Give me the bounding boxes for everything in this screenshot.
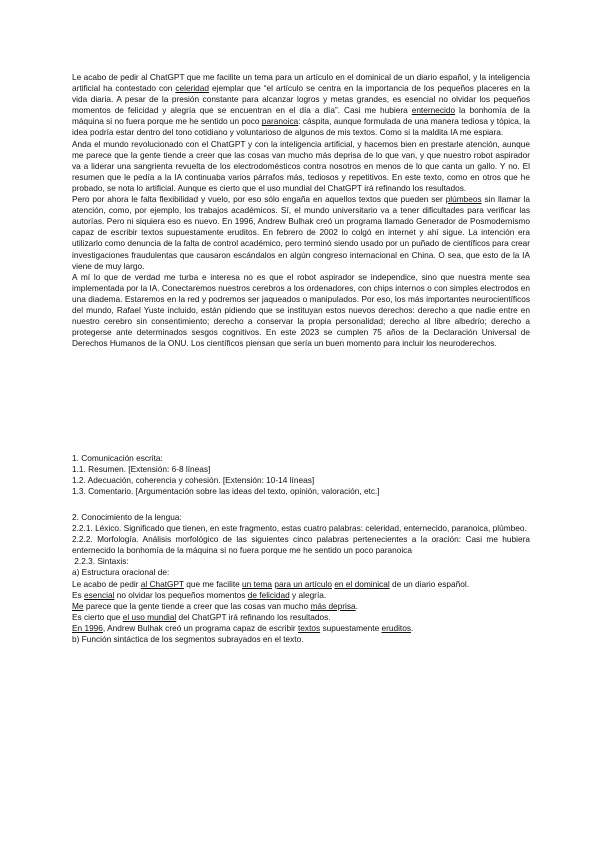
- sentence-4: [72, 612, 530, 623]
- text-segment: de un diario español.: [389, 578, 469, 589]
- text-segment: , Andrew Bulhak creó un programa capaz de escribir: [102, 622, 298, 633]
- text-segment: Es: [72, 589, 84, 600]
- text-segment: Le acabo de pedir al ChatGPT que me facilite un tema para un artículo en el dominical de un diario español, y la inteligencia artificial ha contestado con: [72, 72, 530, 94]
- underlined-segment: textos: [298, 622, 321, 633]
- underlined-segment: esencial: [84, 589, 115, 600]
- section-1: [72, 453, 530, 497]
- article-paragraph-4: A mí lo que de verdad me turba e interesa no es que el robot aspirador se independice, sino que nuestra mente sea implementada por la IA. Conectaremos nuestros cerebros a los ordenadores, con chips internos o con simples electrodos en una diadema. Estaremos en la red y podremos ser jaqueados o manipulados. Por eso, los más importantes neurocientíficos del mundo, Rafael Yuste incluido, están pidiendo que se instituyan estos nuevos derechos: derecho a que nadie entre en nuestro cerebro sin consentimiento; derecho a conservar la propia personalidad; derecho al libre albedrío; derecho a protegerse ante determinados sesgos cognitivos. En este 2023 se cumplen 75 años de la Declaración Universal de Derechos Humanos de la ONU. Los científicos piensan que sería un buen momento para incluir los neuroderechos.: [72, 271, 530, 349]
- underlined-segment: Me: [72, 600, 84, 611]
- text-segment: .: [355, 600, 358, 611]
- article-paragraph-2: Anda el mundo revolucionado con el ChatGPT y con la inteligencia artificial, y hacemos bien en prestarle atención, aunque me parece que la gente tiende a creer que las cosas van mucho más deprisa de lo que van, y que nuestro robot aspirador va a liderar una sangrienta revuelta de los electrodomésticos contra nosotros en menos de lo que canta un gallo. Y no. El resumen que le pedía a la IA continuaba varios párrafos más, tediosos y repetitivos. En este texto, como en otros que he probado, se nota lo artificial. Aunque es cierto que el uso mundial del ChatGPT irá refinando los resultados.: [72, 138, 530, 193]
- underlined-segment: celeridad: [175, 83, 210, 94]
- sentence-2: [72, 590, 530, 601]
- text-segment: Es cierto que: [72, 611, 123, 622]
- sentence-3: [72, 601, 530, 612]
- section-1-item: 1.2. Adecuación, coherencia y cohesión. [Extensión: 10-14 líneas]: [72, 475, 315, 486]
- underlined-segment: plúmbeos: [445, 194, 482, 205]
- sentence-5: [72, 623, 530, 634]
- text-segment: que me facilite: [183, 578, 243, 589]
- sintaxis-a: a) Estructura oracional de:: [72, 567, 170, 578]
- section-1-item: 1.1. Resumen. [Extensión: 6-8 líneas]: [72, 464, 211, 475]
- text-segment: Le acabo de pedir: [72, 578, 141, 589]
- underlined-segment: eruditos: [381, 622, 412, 633]
- section-2: [72, 512, 530, 645]
- underlined-segment: para un artículo: [274, 578, 332, 589]
- underlined-segment: de felicidad: [247, 589, 290, 600]
- text-segment: supuestamente: [320, 622, 382, 633]
- underlined-segment: el uso mundial: [122, 611, 177, 622]
- text-segment: sin llamar la atención, como, por ejemplo, los trabajos académicos. Sí, el mundo universitario va a tener dificultades para verificar las autorías. Pero ni siquiera eso es nuevo. En 1996, Andrew Bulhak creó un programa llamado Generador de Posmodernismo capaz de escribir textos supuestamente eruditos. En febrero de 2002 lo colgó en internet y ahí sigue. La intención era utilizarlo como denuncia de la falta de control académico, pero terminó siendo usado por un puñado de científicos para crear investigaciones fraudulentas que causaron escándalos en algún congreso internacional en China. O sea, que esto de la IA viene de muy largo.: [72, 194, 530, 271]
- morfologia-question: 2.2.2. Morfología. Análisis morfológico de las siguientes cinco palabras pertenecientes a la oración: Casi me hubiera enternecido la bonhomía de la máquina si no fuera porque me he sentido un poco paranoica: [72, 534, 530, 556]
- sintaxis-title: 2.2.3. Sintaxis:: [72, 556, 129, 567]
- underlined-segment: un tema: [242, 578, 273, 589]
- article-text: [72, 72, 530, 349]
- underlined-segment: más deprisa: [310, 600, 356, 611]
- text-segment: la bonhomía de la máquina si no fuera porque me he sentido un poco: [72, 105, 530, 127]
- text-segment: y alegría.: [289, 589, 327, 600]
- article-paragraph-1: [72, 72, 530, 139]
- section-2-title: 2. Conocimiento de la lengua:: [72, 512, 182, 522]
- text-segment: del ChatGPT irá refinando los resultados.: [176, 611, 331, 622]
- underlined-segment: enternecido: [411, 105, 456, 116]
- underlined-segment: al ChatGPT: [140, 578, 184, 589]
- lexico-question: 2.2.1. Léxico. Significado que tienen, en este fragmento, estas cuatro palabras: celeridad, enternecido, paranoica, plúmbeo.: [72, 523, 527, 534]
- underlined-segment: En 1996: [72, 622, 103, 633]
- article-paragraph-3: [72, 194, 530, 272]
- underlined-segment: en el dominical: [334, 578, 390, 589]
- text-segment: ejemplar que “el artículo se centra en la importancia de los pequeños placeres en la vida diaria. A pesar de la presión constante para alcanzar logros y metas grandes, es esencial no olvidar los pequeños momentos de felicidad y alegría que se encuentran en el día a día”. Casi me hubiera: [72, 83, 530, 116]
- underlined-segment: paranoica: [261, 116, 299, 127]
- text-segment: parece que la gente tiende a creer que las cosas van mucho: [83, 600, 311, 611]
- sintaxis-b: b) Función sintáctica de los segmentos subrayados en el texto.: [72, 634, 304, 645]
- text-segment: no olvidar los pequeños momentos: [114, 589, 248, 600]
- text-segment: Pero por ahora le falta flexibilidad y vuelo, por eso sólo engaña en aquellos textos que pueden ser: [72, 194, 446, 205]
- text-segment: .: [411, 622, 414, 633]
- sentence-1: [72, 579, 530, 590]
- section-1-item: 1.3. Comentario. [Argumentación sobre las ideas del texto, opinión, valoración, etc.]: [72, 486, 380, 497]
- text-segment: : cáspita, aunque formulada de una manera tediosa y tópica, la idea podría estar dentro del tono cotidiano y voluntarioso de algunos de mis textos. Como si la maldita IA me espiara.: [72, 116, 531, 138]
- section-1-title: 1. Comunicación escrita:: [72, 453, 163, 463]
